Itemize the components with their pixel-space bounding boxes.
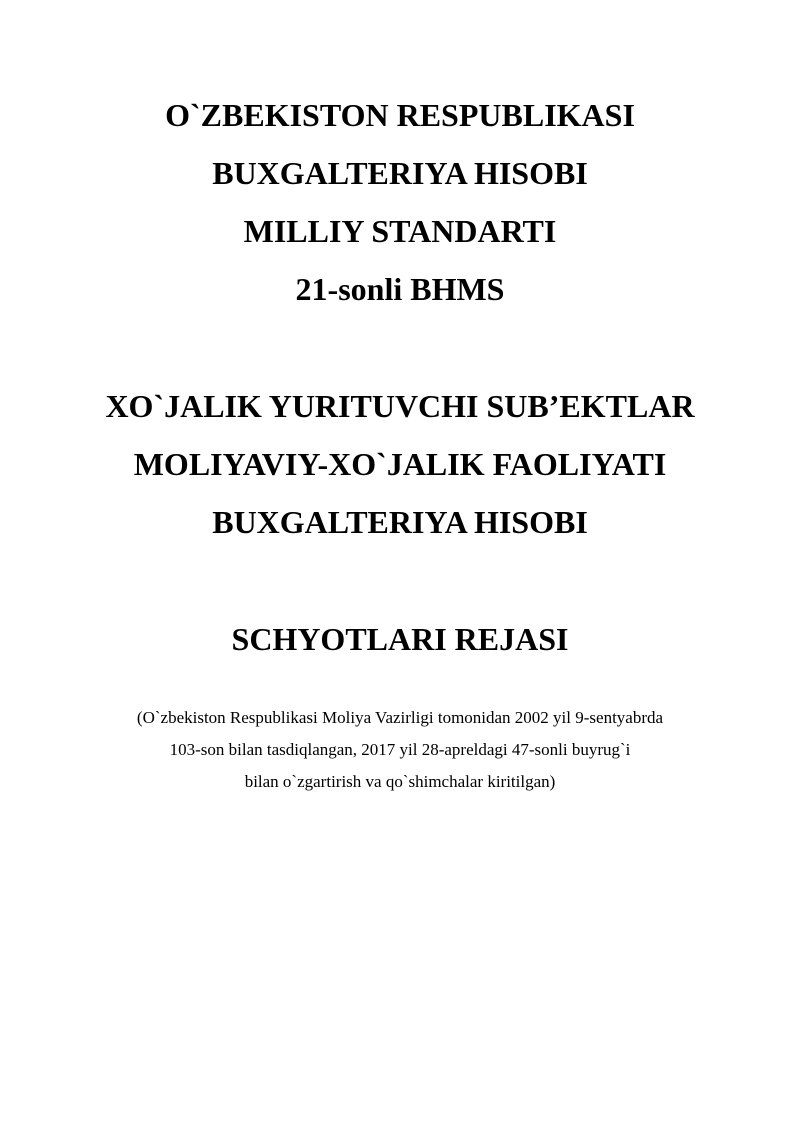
- standard-header: [0, 86, 800, 318]
- subject-title: [0, 377, 800, 551]
- subject-line-1: XO`JALIK YURITUVCHI SUB’EKTLAR: [105, 388, 695, 424]
- header-standard-line: MILLIY STANDARTI: [243, 213, 557, 249]
- note-line-1: (O`zbekiston Respublikasi Moliya Vazirligi tomonidan 2002 yil 9-sentyabrda: [136, 708, 664, 727]
- header-country-line: O`ZBEKISTON RESPUBLIKASI: [165, 97, 635, 133]
- header-number-line: 21-sonli BHMS: [295, 271, 505, 307]
- approval-note: [0, 702, 800, 798]
- note-line-3: bilan o`zgartirish va qo`shimchalar kiritilgan): [244, 772, 556, 791]
- main-title-block: [0, 610, 800, 668]
- subject-line-2: MOLIYAVIY-XO`JALIK FAOLIYATI: [133, 446, 667, 482]
- header-accounting-line: BUXGALTERIYA HISOBI: [212, 155, 588, 191]
- note-line-2: 103-son bilan tasdiqlangan, 2017 yil 28-apreldagi 47-sonli buyrug`i: [169, 740, 631, 759]
- subject-line-3: BUXGALTERIYA HISOBI: [212, 504, 588, 540]
- main-title: SCHYOTLARI REJASI: [231, 621, 569, 657]
